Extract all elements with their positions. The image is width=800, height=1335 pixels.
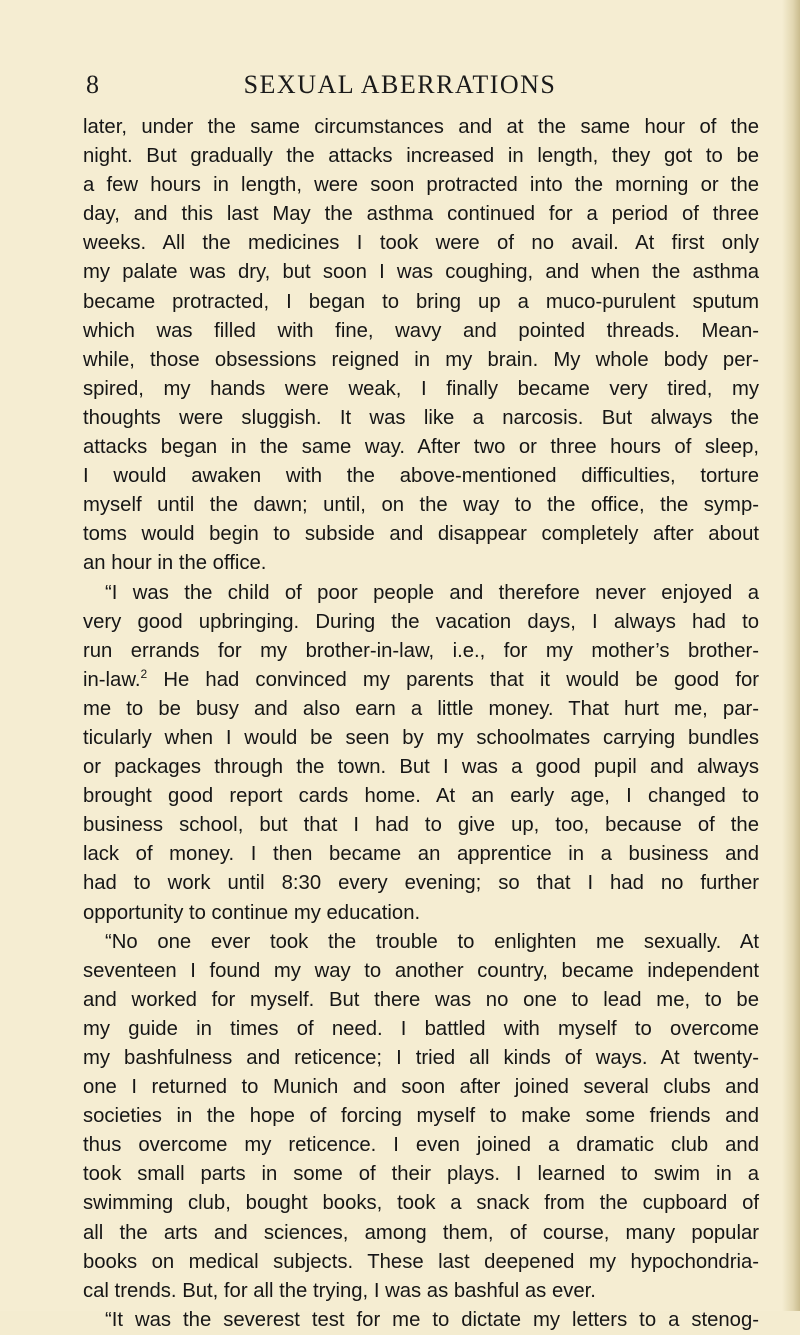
text-line: became protracted, I began to bring up a muco-purulent sputum: [83, 290, 759, 313]
text-line: societies in the hope of forcing myself to make some friends and: [83, 1105, 759, 1128]
body-text: [83, 113, 759, 1335]
text-line: while, those obsessions reigned in my brain. My whole body per-: [83, 348, 759, 371]
text-line: which was filled with fine, wavy and pointed threads. Mean-: [83, 319, 759, 342]
text-line: thoughts were sluggish. It was like a narcosis. But always the: [83, 406, 759, 429]
text-line: run errands for my brother-in-law, i.e., for my mother’s brother-: [83, 639, 759, 662]
running-title: SEXUAL ABERRATIONS: [243, 70, 557, 99]
text-line: “It was the severest test for me to dictate my letters to a stenog-: [105, 1308, 759, 1331]
text-line: later, under the same circumstances and at the same hour of the: [83, 116, 759, 138]
text-line: lack of money. I then became an apprentice in a business and: [83, 843, 759, 866]
text-line: “No one ever took the trouble to enlighten me sexually. At: [105, 930, 759, 953]
text-line: weeks. All the medicines I took were of no avail. At first only: [83, 232, 759, 255]
text-line: an hour in the office.: [83, 552, 267, 575]
text-line: [83, 666, 759, 695]
text-line: opportunity to continue my education.: [83, 901, 421, 924]
text-line: spired, my hands were weak, I finally became very tired, my: [83, 377, 759, 400]
text-line: swimming club, bought books, took a snack from the cupboard of: [83, 1192, 759, 1215]
text-line: ticularly when I would be seen by my schoolmates carrying bundles: [83, 726, 759, 749]
text-line: brought good report cards home. At an early age, I changed to: [83, 785, 759, 808]
text-line: had to work until 8:30 every evening; so that I had no further: [83, 872, 759, 895]
text-line: my guide in times of need. I battled with myself to overcome: [83, 1017, 759, 1040]
footnote-marker: 2: [140, 666, 148, 681]
page-edge-shadow: [782, 0, 800, 1311]
text-line: very good upbringing. During the vacation days, I always had to: [83, 610, 759, 633]
text-line: attacks began in the same way. After two or three hours of sleep,: [83, 436, 759, 459]
page-header: [0, 70, 800, 104]
text-line: or packages through the town. But I was a good pupil and always: [83, 756, 759, 779]
text-line: “I was the child of poor people and therefore never enjoyed a: [105, 581, 759, 604]
text-line: and worked for myself. But there was no one to lead me, to be: [83, 988, 759, 1011]
text-line: I would awaken with the above-mentioned difficulties, torture: [83, 465, 759, 488]
text-line: all the arts and sciences, among them, of course, many popular: [83, 1221, 759, 1244]
text-line: myself until the dawn; until, on the way to the office, the symp-: [83, 494, 759, 517]
text-segment: in-law.: [83, 668, 141, 691]
text-line: cal trends. But, for all the trying, I was as bashful as ever.: [83, 1279, 596, 1302]
text-line: me to be busy and also earn a little money. That hurt me, par-: [83, 697, 759, 720]
text-line: my palate was dry, but soon I was coughing, and when the asthma: [83, 261, 759, 284]
text-line: books on medical subjects. These last deepened my hypochondria-: [83, 1250, 759, 1273]
text-line: one I returned to Munich and soon after joined several clubs and: [83, 1076, 759, 1099]
text-line: took small parts in some of their plays. I learned to swim in a: [83, 1163, 759, 1186]
text-line: a few hours in length, were soon protracted into the morning or the: [83, 174, 759, 197]
text-line: my bashfulness and reticence; I tried all kinds of ways. At twenty-: [83, 1047, 759, 1069]
text-line: thus overcome my reticence. I even joined a dramatic club and: [83, 1134, 759, 1157]
page-number: 8: [86, 70, 100, 99]
text-line: toms would begin to subside and disappear completely after about: [83, 523, 759, 546]
text-line: seventeen I found my way to another country, became independent: [83, 959, 759, 982]
text-line: night. But gradually the attacks increased in length, they got to be: [83, 145, 759, 168]
text-line: day, and this last May the asthma continued for a period of three: [83, 203, 759, 226]
text-segment: He had convinced my parents that it would be good for: [147, 668, 759, 691]
text-line: business school, but that I had to give up, too, because of the: [83, 814, 759, 837]
